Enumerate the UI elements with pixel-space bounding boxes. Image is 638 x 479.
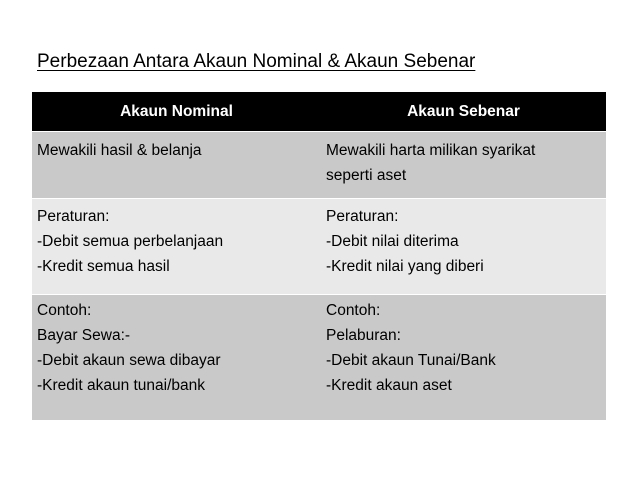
sebenar-cell-definition: [321, 132, 606, 199]
slide-title: Perbezaan Antara Akaun Nominal & Akaun Sebenar: [37, 51, 476, 72]
cell-line: Pelaburan:: [326, 327, 401, 344]
cell-line: -Kredit semua hasil: [37, 258, 170, 275]
sebenar-cell-example: [321, 295, 606, 421]
cell-line: -Debit akaun Tunai/Bank: [326, 352, 496, 369]
cell-line: Peraturan:: [37, 208, 110, 225]
cell-line: Contoh:: [37, 302, 92, 319]
cell-line: Bayar Sewa:-: [37, 327, 131, 344]
cell-line: -Kredit akaun aset: [326, 377, 452, 394]
table-header-row: [32, 92, 606, 132]
cell-line: -Debit semua perbelanjaan: [37, 233, 224, 250]
cell-line: Mewakili harta milikan syarikat: [326, 142, 536, 159]
header-akaun-nominal: Akaun Nominal: [32, 92, 321, 132]
table-row: [32, 199, 606, 295]
cell-line: Contoh:: [326, 302, 381, 319]
cell-line: -Kredit akaun tunai/bank: [37, 377, 206, 394]
cell-line: Mewakili hasil & belanja: [37, 142, 202, 159]
cell-line: seperti aset: [326, 167, 407, 184]
table-row: [32, 132, 606, 199]
nominal-cell-definition: [32, 132, 321, 199]
cell-line: -Kredit nilai yang diberi: [326, 258, 484, 275]
comparison-table: [32, 92, 606, 420]
sebenar-cell-rules: [321, 199, 606, 295]
table-row: [32, 295, 606, 421]
cell-line: -Debit nilai diterima: [326, 233, 459, 250]
nominal-cell-example: [32, 295, 321, 421]
nominal-cell-rules: [32, 199, 321, 295]
cell-line: Peraturan:: [326, 208, 399, 225]
cell-line: -Debit akaun sewa dibayar: [37, 352, 221, 369]
header-akaun-sebenar: Akaun Sebenar: [321, 92, 606, 132]
